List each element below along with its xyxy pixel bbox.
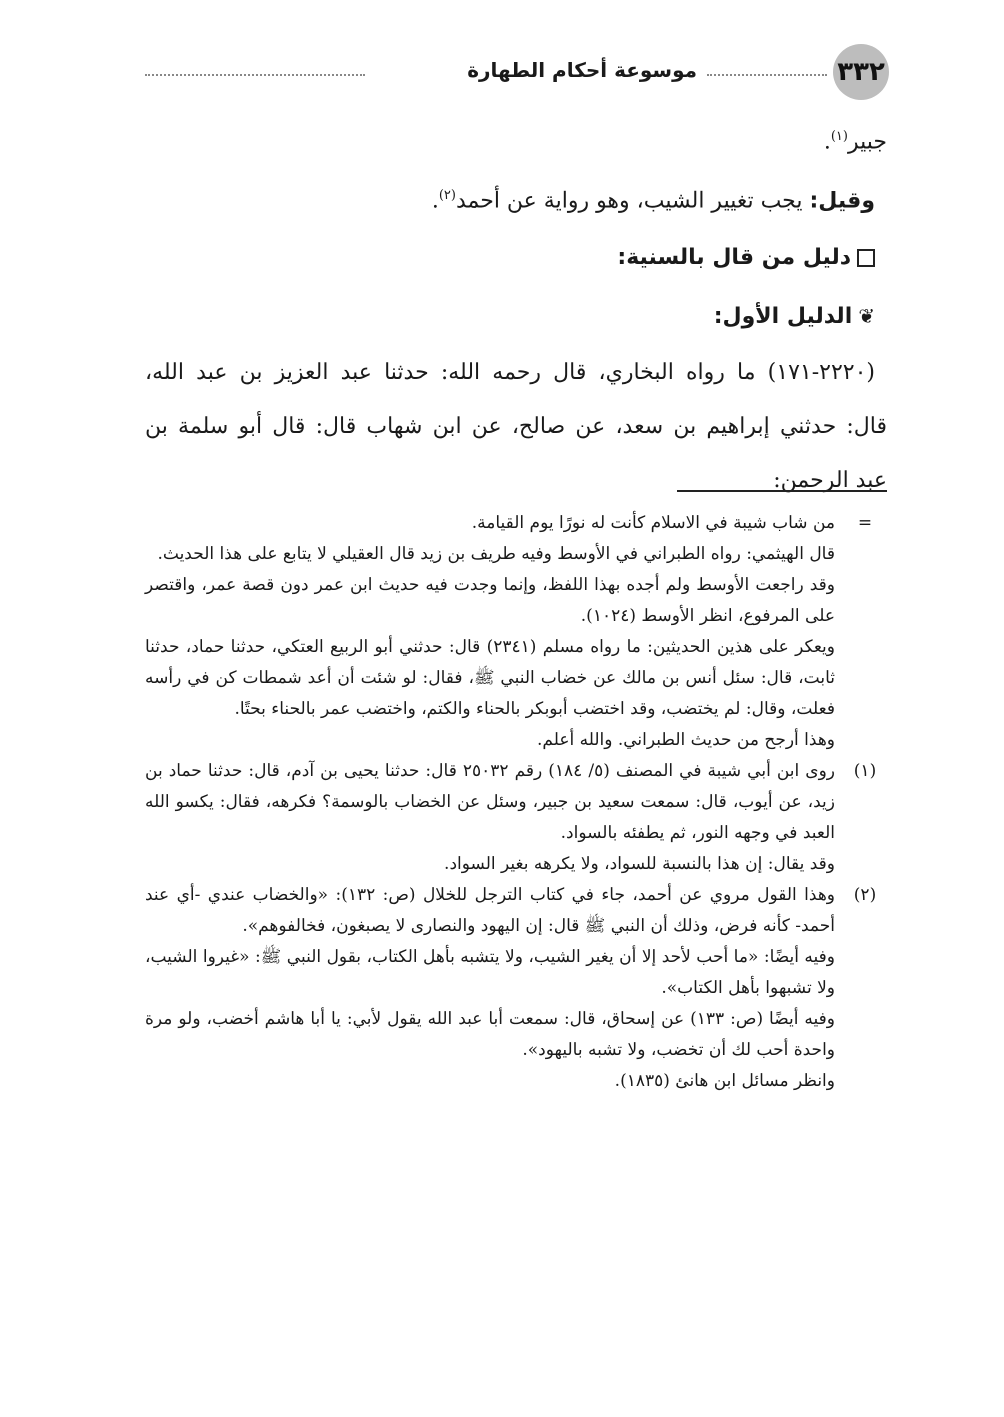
qeel-text: يجب تغيير الشيب، وهو رواية عن أحمد [455, 188, 810, 214]
text-line-1-word: جبير [847, 129, 887, 155]
note-line: وفيه أيضًا (ص: ١٣٣) عن إسحاق، قال: سمعت أبا عبد الله يقول لأبي: يا أبا هاشم أخضب، ولو مرة واحدة أحب لك أن تخضب، ولا تشبه باليهود». [145, 1009, 835, 1060]
footnote-ref-2[interactable]: (٢) [438, 188, 456, 204]
footnotes [145, 508, 887, 1097]
subsection-heading [145, 287, 887, 346]
note-line: وانظر مسائل ابن هانئ (١٨٣٥). [614, 1071, 835, 1091]
text-line-1-end: . [823, 129, 831, 155]
note-line: قال الهيثمي: رواه الطبراني في الأوسط وفيه طريف بن زيد قال العقيلي لا يتابع على هذا الحديث. [157, 544, 835, 564]
header-dotted-line-right [707, 74, 827, 76]
page-header [145, 44, 889, 104]
leaf-ornament-icon: ❦ [858, 303, 875, 328]
note-line: وهذا أرجح من حديث الطبراني. والله أعلم. [536, 730, 835, 750]
text-line-1 [145, 110, 887, 169]
note-line: وقد راجعت الأوسط ولم أجده بهذا اللفظ، وإنما وجدت فيه حديث ابن عمر دون قصة عمر، واقتصر على المرفوع، انظر الأوسط (١٠٢٤). [145, 575, 835, 626]
footnote-1 [145, 756, 887, 880]
footnote-continuation [145, 508, 887, 756]
footnote-2-marker: (٢) [853, 885, 877, 905]
qeel-line [145, 169, 887, 228]
section-heading-text: دليل من قال بالسنية: [617, 244, 851, 270]
hadith-line-1: (٢٢٢٠-١٧١) ما رواه البخاري، قال رحمه الله: حدثنا عبد العزيز بن عبد الله، [145, 359, 875, 385]
note-line: من شاب شيبة في الاسلام كأنت له نورًا يوم القيامة. [471, 513, 835, 533]
checkbox-square-icon [857, 249, 875, 267]
continuation-marker: = [857, 513, 873, 533]
hadith-line-2: قال: حدثني إبراهيم بن سعد، عن صالح، عن ابن شهاب قال: قال أبو سلمة بن [145, 413, 887, 439]
note-line: وفيه أيضًا: «ما أحب لأحد إلا أن يغير الشيب، ولا يتشبه بأهل الكتاب، بقول النبي ﷺ: «غيروا الشيب، ولا تشبهوا بأهل الكتاب». [145, 947, 835, 998]
main-text [145, 110, 887, 508]
note-line: ويعكر على هذين الحديثين: ما رواه مسلم (٢٣٤١) قال: حدثني أبو الربيع العتكي، حدثنا حماد، حدثنا ثابت، قال: سئل أنس بن مالك عن خضاب النبي ﷺ، فقال: لو شئت أن أعد شمطات كن في رأسه فعلت، وقال: لم يختضب، وقد اختضب أبوبكر بالحناء والكتم، واختضب عمر بالحناء بحتًا. [145, 637, 835, 719]
subsection-heading-text: الدليل الأول: [713, 303, 853, 329]
note-line: وهذا القول مروي عن أحمد، جاء في كتاب الترجل للخلال (ص: ١٣٢): «والخضاب عندي -أي عند أحمد- كأنه فرض، وذلك أن النبي ﷺ قال: إن اليهود والنصارى لا يصبغون، فخالفوهم». [145, 885, 835, 936]
book-title: موسوعة أحكام الطهارة [467, 58, 697, 82]
footnote-ref-1[interactable]: (١) [830, 129, 848, 144]
note-line: وقد يقال: إن هذا بالنسبة للسواد، ولا يكرهه بغير السواد. [444, 854, 835, 874]
page-number-badge: ٣٣٢ [833, 44, 889, 100]
footnote-1-marker: (١) [853, 761, 877, 781]
header-dotted-line-left [145, 74, 365, 76]
footnote-separator [677, 490, 887, 492]
note-line: روى ابن أبي شيبة في المصنف (٥/ ١٨٤) رقم ٢٥٠٣٢ قال: حدثنا يحيى بن آدم، قال: حدثنا حماد بن زيد، عن أيوب، قال: سمعت سعيد بن جبير، وسئل عن الخضاب بالوسمة؟ فكرهه، فقال: يكسو الله العبد في وجهه النور، ثم يطفئه بالسواد. [145, 761, 835, 843]
footnote-2 [145, 880, 887, 1097]
hadith-line-3: عبد الرحمن: [773, 467, 887, 493]
qeel-end: . [431, 188, 439, 214]
qeel-label: وقيل: [809, 188, 875, 214]
section-heading [145, 229, 887, 287]
